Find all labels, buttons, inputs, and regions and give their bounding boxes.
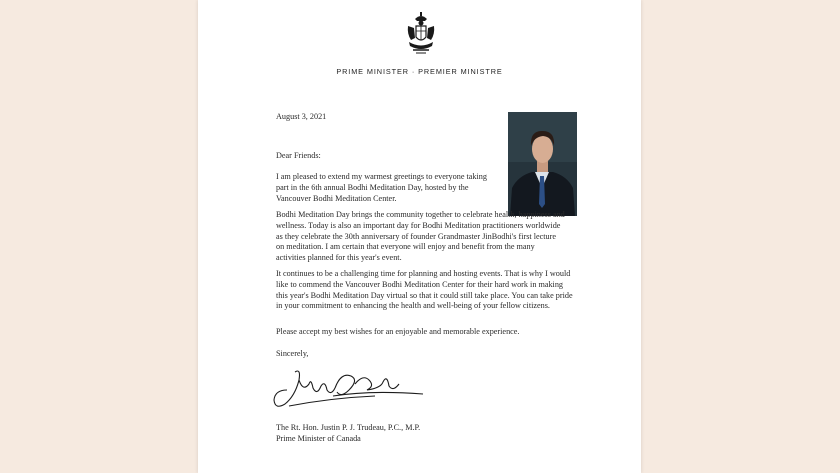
letter-paragraph: Bodhi Meditation Day brings the community together to celebrate health, happiness and wellness. Today is also an important day for Bodhi Meditation practitioners worldwide as they celebrate the 30th anniversary of founder Grandmaster JinBodhi's first lecture on meditation. I am certain that everyone will enjoy and benefit from the many activities planned for this year's event.: [276, 210, 565, 263]
signer-block: [276, 423, 536, 445]
letter-date: August 3, 2021: [276, 112, 327, 121]
salutation: Dear Friends:: [276, 151, 321, 160]
letter-paragraph: Please accept my best wishes for an enjoyable and memorable experience.: [276, 327, 520, 336]
canadian-coat-of-arms-icon: [404, 12, 438, 55]
letter-paragraph: It continues to be a challenging time for planning and hosting events. That is why I would like to commend the Vancouver Bodhi Meditation Center for their hard work in making this year's Bodhi Meditation Day virtual so that it could still take place. You can take pride in your commitment to enhancing the health and well-being of your fellow citizens.: [276, 269, 573, 311]
handwritten-signature: [271, 366, 431, 416]
portrait-photo: [508, 112, 577, 216]
letter-page: [198, 0, 641, 473]
letter-paragraph: I am pleased to extend my warmest greetings to everyone taking part in the 6th annual Bodhi Meditation Day, hosted by the Vancouver Bodhi Meditation Center.: [276, 172, 487, 203]
signer-name: The Rt. Hon. Justin P. J. Trudeau, P.C., M.P.: [276, 423, 421, 432]
signer-title: Prime Minister of Canada: [276, 433, 361, 443]
letterhead-office: PRIME MINISTER · PREMIER MINISTRE: [336, 67, 503, 76]
closing: Sincerely,: [276, 349, 309, 358]
